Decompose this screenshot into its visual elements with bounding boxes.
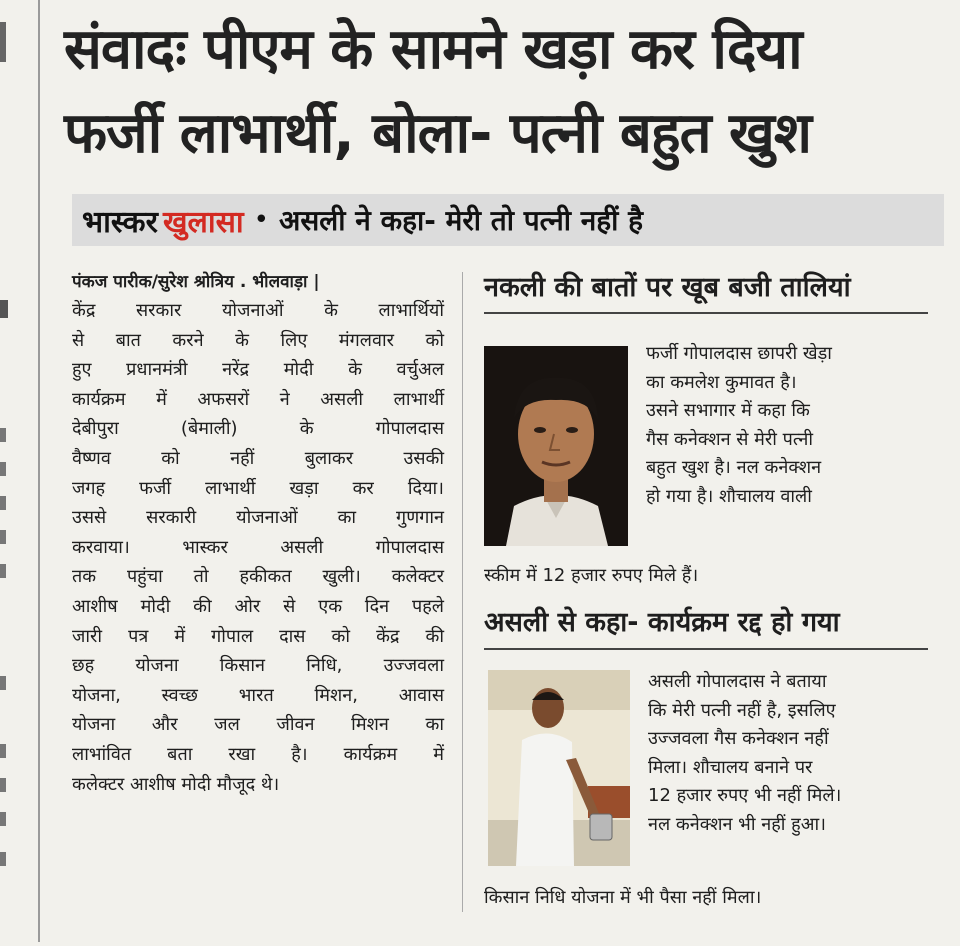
byline: पंकज पारीक/सुरेश श्रोत्रिय . भीलवाड़ा | bbox=[72, 272, 320, 292]
body-line: कार्यक्रम में अफसरों ने असली लाभार्थी bbox=[72, 388, 444, 410]
body-line: गैस कनेक्शन से मेरी पत्नी bbox=[646, 428, 814, 450]
body-line: आशीष मोदी की ओर से एक दिन पहले bbox=[72, 595, 444, 617]
body-line: वैष्णव को नहीं बुलाकर उसकी bbox=[72, 447, 444, 469]
brand-khulasa: खुलासा bbox=[162, 204, 244, 240]
body-line: उसने सभागार में कहा कि bbox=[646, 400, 810, 421]
body-line: असली गोपालदास ने बताया bbox=[648, 671, 827, 692]
headline-line-1: संवादः पीएम के सामने खड़ा कर दिया bbox=[64, 17, 802, 82]
adjacent-column-slivers bbox=[0, 0, 36, 942]
body-line: का कमलेश कुमावत है। bbox=[646, 371, 797, 393]
body-line: बहुत खुश है। नल कनेक्शन bbox=[646, 457, 822, 478]
body-line: उससे सरकारी योजनाओं का गुणगान bbox=[72, 507, 444, 529]
headline-line-2: फर्जी लाभार्थी, बोला- पत्नी बहुत खुश bbox=[64, 101, 811, 166]
body-line: मिला। शौचालय बनाने पर bbox=[648, 756, 813, 778]
body-line: लाभांवित बता रखा है। कार्यक्रम में bbox=[72, 743, 444, 765]
section-real-text bbox=[648, 668, 938, 839]
body-line: करवाया। भास्कर असली गोपालदास bbox=[72, 536, 444, 558]
article-body bbox=[72, 268, 444, 799]
section-real-last-line: किसान निधि योजना में भी पैसा नहीं मिला। bbox=[484, 887, 762, 908]
body-line: से बात करने के लिए मंगलवार को bbox=[72, 329, 444, 351]
photo-fake-beneficiary bbox=[484, 346, 628, 546]
subhead-text: असली ने कहा- मेरी तो पत्नी नहीं है bbox=[278, 204, 644, 237]
section-heading-fake: नकली की बातों पर खूब बजी तालियां bbox=[484, 264, 928, 314]
body-line: नल कनेक्शन भी नहीं हुआ। bbox=[648, 813, 826, 835]
body-line: कि मेरी पत्नी नहीं है, इसलिए bbox=[648, 699, 836, 721]
subhead-bar bbox=[72, 194, 944, 246]
body-line: योजना, स्वच्छ भारत मिशन, आवास bbox=[72, 684, 444, 706]
bullet: • bbox=[253, 205, 269, 235]
photo-real-beneficiary bbox=[488, 670, 630, 866]
column-divider-middle bbox=[462, 272, 463, 912]
section-fake-text bbox=[646, 340, 936, 511]
body-line: केंद्र सरकार योजनाओं के लाभार्थियों bbox=[72, 300, 444, 321]
body-line: हो गया है। शौचालय वाली bbox=[646, 485, 812, 507]
body-line: तक पहुंचा तो हकीकत खुली। कलेक्टर bbox=[72, 566, 444, 588]
body-line: जारी पत्र में गोपाल दास को केंद्र की bbox=[72, 625, 444, 647]
body-line: हुए प्रधानमंत्री नरेंद्र मोदी के वर्चुअल bbox=[72, 359, 444, 381]
brand-label bbox=[82, 200, 244, 241]
body-line: फर्जी गोपालदास छापरी खेड़ा bbox=[646, 343, 832, 364]
body-line: उज्जवला गैस कनेक्शन नहीं bbox=[648, 728, 829, 749]
body-line: योजना और जल जीवन मिशन का bbox=[72, 714, 444, 736]
body-line: छह योजना किसान निधि, उज्जवला bbox=[72, 655, 444, 677]
section-fake-last-line: स्कीम में 12 हजार रुपए मिले हैं। bbox=[484, 565, 699, 586]
adjacent-column-fragment bbox=[0, 0, 36, 942]
column-divider-left bbox=[38, 0, 40, 942]
portrait-illustration bbox=[484, 346, 628, 546]
headline bbox=[64, 8, 944, 176]
section-heading-real: असली से कहा- कार्यक्रम रद्द हो गया bbox=[484, 598, 928, 650]
portrait-illustration bbox=[488, 670, 630, 866]
brand-bhaskar: भास्कर bbox=[82, 204, 158, 240]
body-line: 12 हजार रुपए भी नहीं मिले। bbox=[648, 785, 842, 806]
body-line: कलेक्टर आशीष मोदी मौजूद थे। bbox=[72, 773, 280, 795]
body-line: देबीपुरा (बेमाली) के गोपालदास bbox=[72, 418, 444, 440]
body-line: जगह फर्जी लाभार्थी खड़ा कर दिया। bbox=[72, 477, 444, 499]
